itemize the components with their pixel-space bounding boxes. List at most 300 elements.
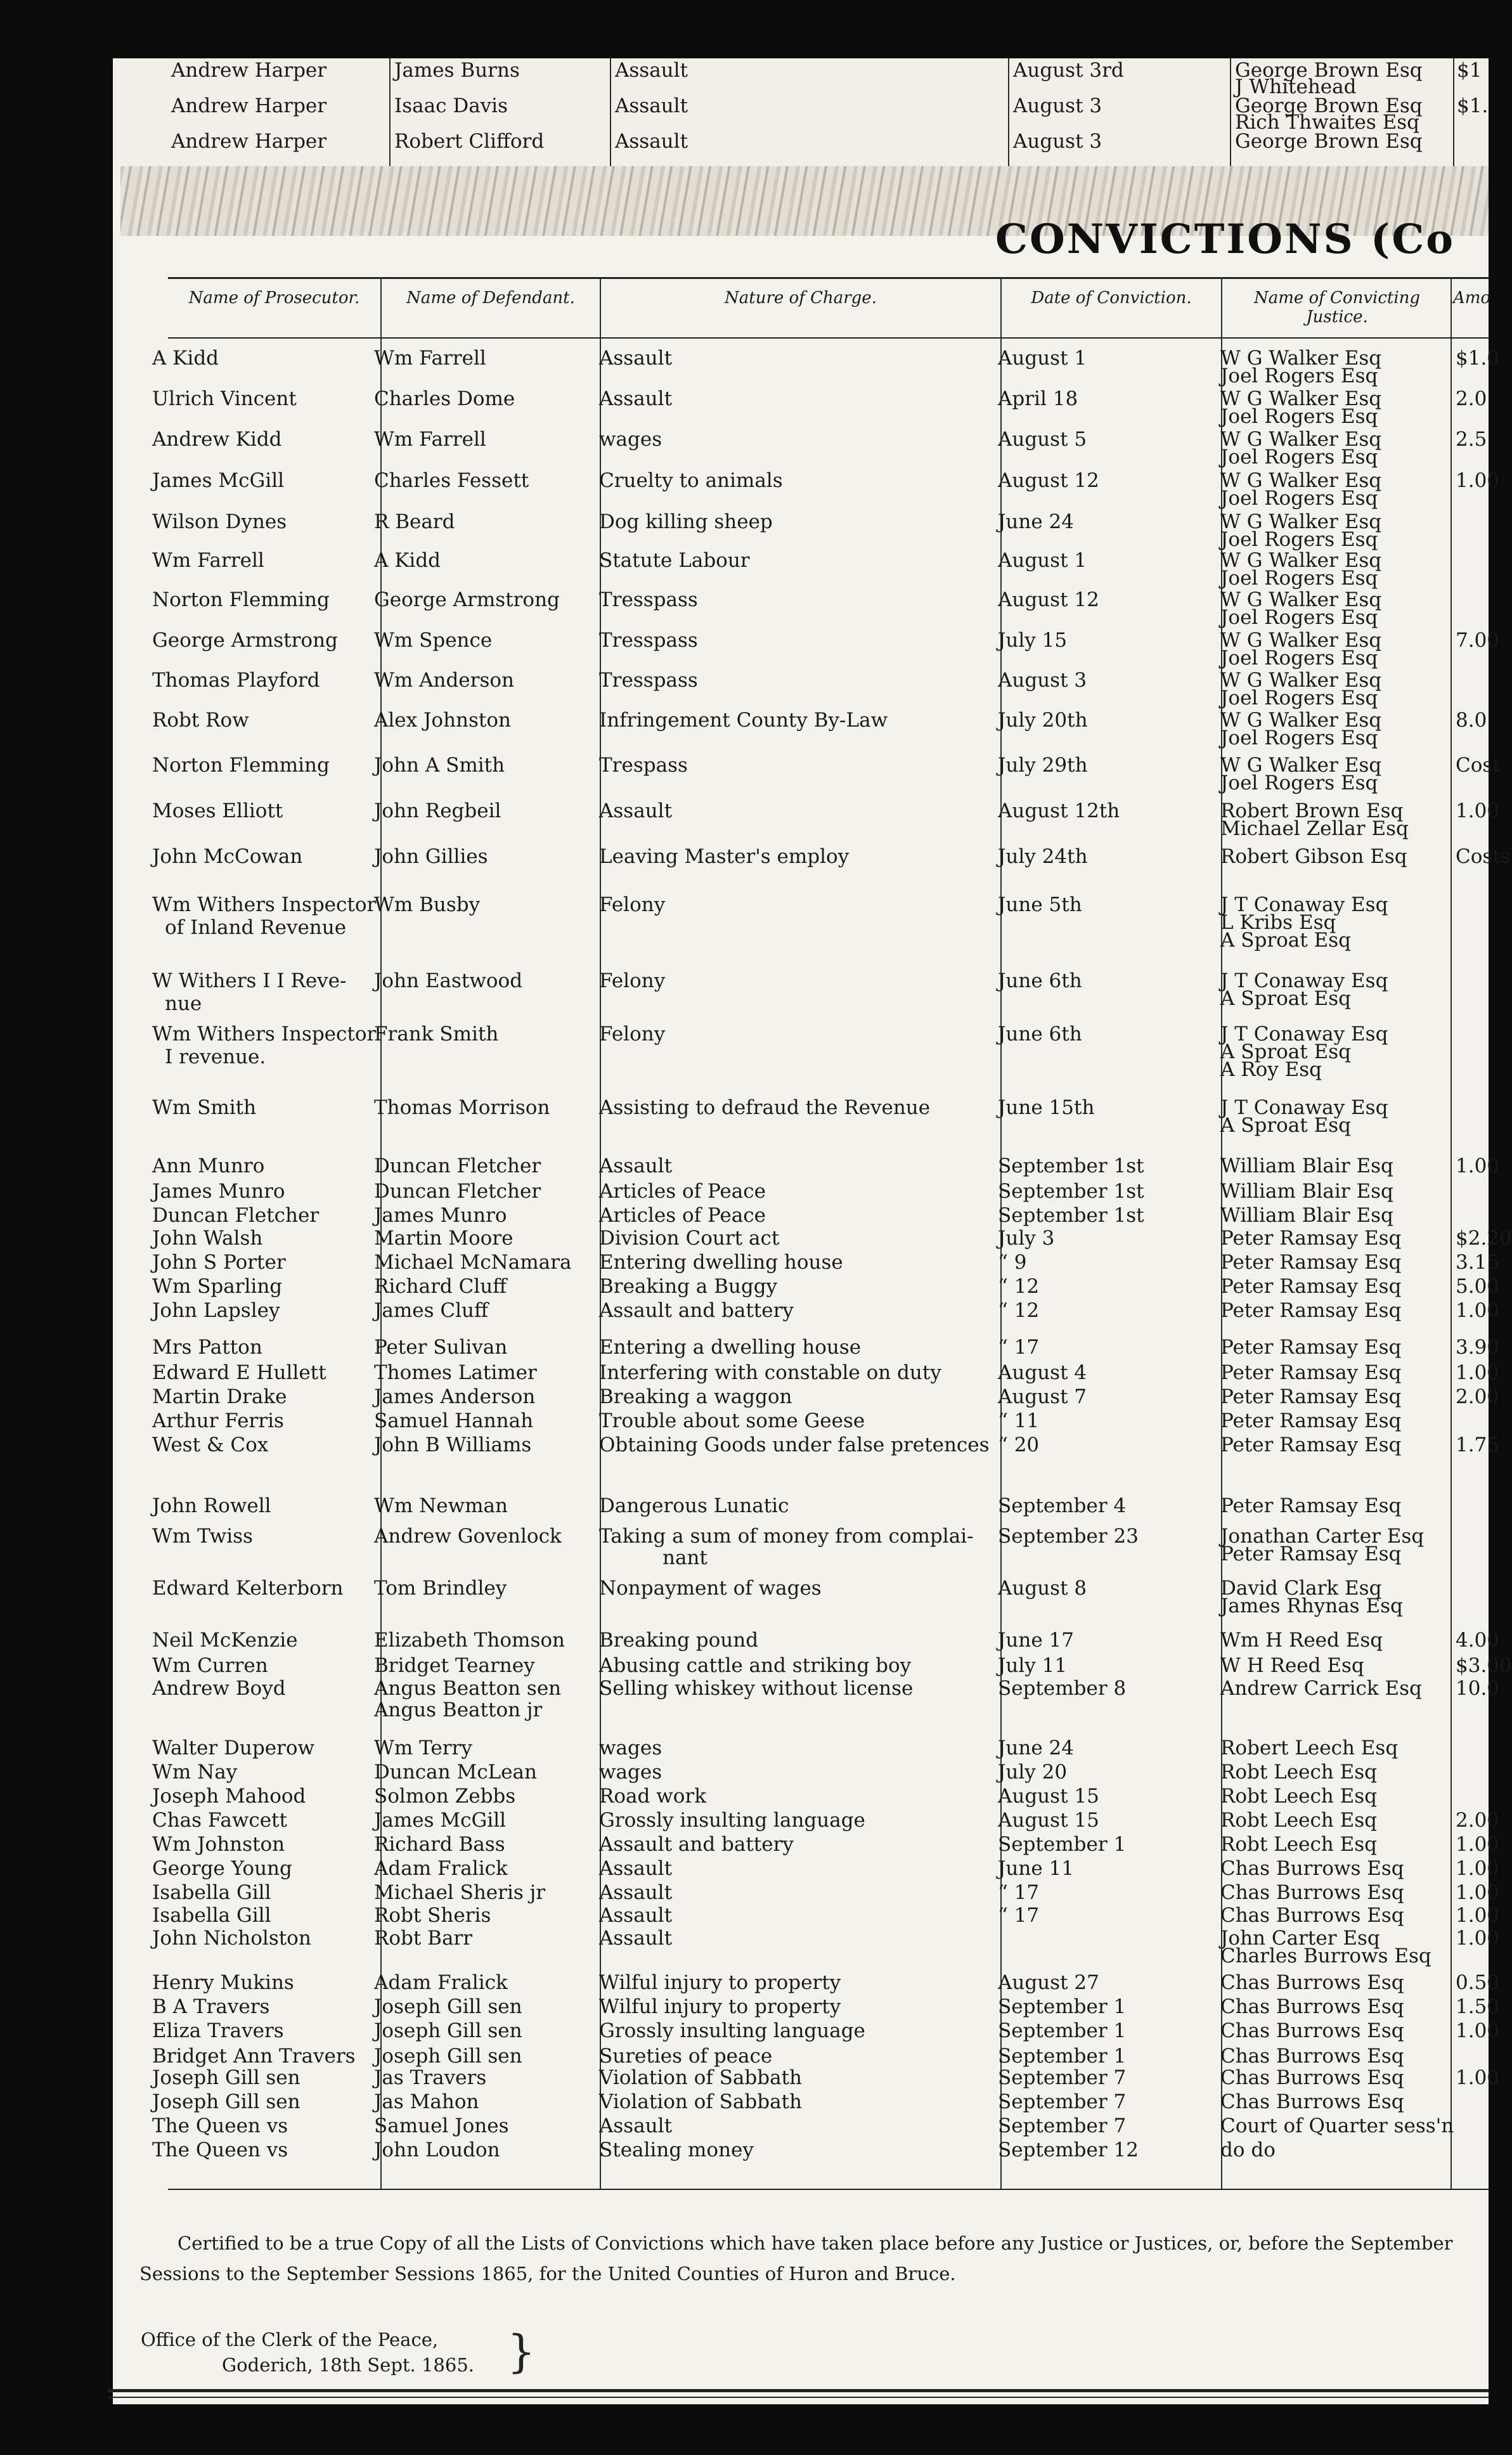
justice-cell-2: Joel Rogers Esq [1220, 647, 1378, 670]
prosecutor-cell-cont: of Inland Revenue [165, 916, 347, 939]
date-cell: August 3 [998, 669, 1087, 692]
justice-cell: Robt Leech Esq [1220, 1785, 1378, 1808]
charge-cell: Assault [599, 347, 673, 370]
prosecutor-cell: Wm Withers Inspector [152, 1023, 377, 1046]
amount-cell: 8.0 [1456, 709, 1487, 732]
prosecutor-cell: John Rowell [152, 1494, 271, 1517]
defendant-cell: Michael McNamara [374, 1251, 572, 1274]
date-cell: September 23 [998, 1525, 1139, 1548]
top-cell-defendant: Robert Clifford [394, 130, 545, 153]
charge-cell: Division Court act [599, 1227, 780, 1250]
date-cell: “ 17 [998, 1881, 1040, 1904]
charge-cell: Nonpayment of wages [599, 1577, 822, 1600]
amount-cell: $2.20 [1456, 1227, 1512, 1250]
justice-cell-2: A Sproat Esq [1220, 987, 1351, 1010]
date-cell: August 15 [998, 1809, 1099, 1832]
charge-cell: Cruelty to animals [599, 469, 783, 492]
charge-cell: Articles of Peace [599, 1204, 766, 1227]
previous-table-fragment [120, 58, 1489, 166]
justice-cell-2: Joel Rogers Esq [1220, 528, 1378, 551]
top-cell-prosecutor: Andrew Harper [171, 94, 327, 117]
prosecutor-cell: The Queen vs [152, 2115, 288, 2137]
amount-cell: 3.90 [1456, 1336, 1500, 1359]
prosecutor-cell: Wm Twiss [152, 1525, 253, 1548]
justice-cell: Robt Leech Esq [1220, 1761, 1378, 1784]
justice-cell: Peter Ramsay Esq [1220, 1275, 1402, 1298]
justice-cell: John Carter Esq [1220, 1927, 1380, 1950]
prosecutor-cell: John Nicholston [152, 1927, 311, 1950]
prosecutor-cell: Edward E Hullett [152, 1361, 326, 1384]
date-cell: July 20 [998, 1761, 1068, 1784]
justice-cell: Peter Ramsay Esq [1220, 1385, 1402, 1408]
prosecutor-cell: Robt Row [152, 709, 249, 732]
date-cell: September 7 [998, 2090, 1127, 2113]
amount-cell: 1.00 [1456, 1299, 1500, 1322]
prosecutor-cell: Isabella Gill [152, 1904, 271, 1927]
prosecutor-cell: W Withers I I Reve- [152, 969, 347, 992]
charge-cell: Violation of Sabbath [599, 2066, 802, 2089]
date-cell: July 15 [998, 629, 1068, 652]
charge-cell: Entering a dwelling house [599, 1336, 862, 1359]
defendant-cell: Charles Dome [374, 387, 515, 410]
justice-cell: W G Walker Esq [1220, 588, 1382, 611]
charge-cell: Obtaining Goods under false pretences [599, 1434, 990, 1456]
defendant-cell: Robt Sheris [374, 1904, 491, 1927]
charge-cell: Assault [599, 387, 673, 410]
top-cell-defendant: James Burns [394, 59, 520, 82]
charge-cell: Felony [599, 893, 666, 916]
justice-cell: W H Reed Esq [1220, 1654, 1364, 1677]
top-cell-justice2: J Whitehead [1235, 75, 1357, 98]
defendant-cell: John Gillies [374, 845, 488, 868]
prosecutor-cell: Edward Kelterborn [152, 1577, 344, 1600]
charge-cell: Assisting to defraud the Revenue [599, 1096, 931, 1119]
charge-cell: Infringement County By-Law [599, 709, 888, 732]
prosecutor-cell: Ann Munro [152, 1155, 265, 1177]
justice-cell: Robert Leech Esq [1220, 1737, 1399, 1759]
date-cell: April 18 [998, 387, 1078, 410]
charge-cell: Assault and battery [599, 1833, 794, 1856]
prosecutor-cell: Mrs Patton [152, 1336, 262, 1359]
date-cell: “ 17 [998, 1336, 1040, 1359]
defendant-cell: James Munro [374, 1204, 507, 1227]
charge-cell: Leaving Master's employ [599, 845, 850, 868]
prosecutor-cell: John Lapsley [152, 1299, 280, 1322]
prosecutor-cell: Moses Elliott [152, 800, 283, 822]
defendant-cell: A Kidd [374, 549, 441, 572]
justice-cell: J T Conaway Esq [1220, 969, 1388, 992]
date-cell: June 6th [998, 1023, 1082, 1046]
charge-cell: Breaking a Buggy [599, 1275, 778, 1298]
justice-cell: Robert Gibson Esq [1220, 845, 1407, 868]
date-cell: June 24 [998, 510, 1075, 533]
defendant-cell: Peter Sulivan [374, 1336, 508, 1359]
date-cell: “ 9 [998, 1251, 1027, 1274]
justice-cell: Court of Quarter sess'n [1220, 2115, 1454, 2137]
defendant-cell: Wm Busby [374, 893, 481, 916]
defendant-cell: Duncan McLean [374, 1761, 537, 1784]
date-cell: September 1 [998, 1995, 1127, 2018]
charge-cell: wages [599, 428, 662, 451]
justice-cell-2: Charles Burrows Esq [1220, 1945, 1431, 1967]
prosecutor-cell: Joseph Gill sen [152, 2090, 300, 2113]
defendant-cell: Bridget Tearney [374, 1654, 535, 1677]
charge-cell: Taking a sum of money from complai- [599, 1525, 974, 1548]
amount-cell: 1.00 [1456, 1927, 1500, 1950]
date-cell: September 7 [998, 2066, 1127, 2089]
top-cell-charge: Assault [615, 94, 688, 117]
amount-cell: 1.00 [1456, 1904, 1500, 1927]
prosecutor-cell: Wm Curren [152, 1654, 268, 1677]
justice-cell: W G Walker Esq [1220, 754, 1382, 777]
prosecutor-cell: Norton Flemming [152, 588, 330, 611]
amount-cell: 1.00 [1456, 2066, 1500, 2089]
date-cell: June 24 [998, 1737, 1075, 1759]
justice-cell: J T Conaway Esq [1220, 1023, 1388, 1046]
charge-cell: Statute Labour [599, 549, 750, 572]
prosecutor-cell: Wm Smith [152, 1096, 257, 1119]
date-cell: July 29th [998, 754, 1088, 777]
date-cell: “ 12 [998, 1275, 1040, 1298]
date-cell: August 15 [998, 1785, 1099, 1808]
date-cell: September 4 [998, 1494, 1127, 1517]
defendant-cell: Robt Barr [374, 1927, 473, 1950]
prosecutor-cell: George Armstrong [152, 629, 338, 652]
amount-cell: 2.5 [1456, 428, 1487, 451]
defendant-cell: Angus Beatton sen [374, 1677, 562, 1700]
page-bottom-rule-2 [108, 2397, 1489, 2398]
defendant-cell: Samuel Jones [374, 2115, 509, 2137]
defendant-cell: Richard Bass [374, 1833, 505, 1856]
justice-cell: Jonathan Carter Esq [1220, 1525, 1425, 1548]
amount-cell: 2.00 [1456, 1385, 1500, 1408]
charge-cell: Selling whiskey without license [599, 1677, 914, 1700]
date-cell: September 1st [998, 1180, 1144, 1203]
date-cell: July 20th [998, 709, 1088, 732]
prosecutor-cell: Arthur Ferris [152, 1409, 284, 1432]
prosecutor-cell: Thomas Playford [152, 669, 320, 692]
col-header-charge: Nature of Charge. [725, 288, 877, 308]
top-cell-prosecutor: Andrew Harper [171, 130, 327, 153]
prosecutor-cell: John S Porter [152, 1251, 286, 1274]
defendant-cell: Wm Anderson [374, 669, 515, 692]
date-cell: August 12 [998, 588, 1099, 611]
amount-cell: $3.00 [1456, 1654, 1512, 1677]
defendant-cell: Elizabeth Thomson [374, 1629, 565, 1652]
charge-cell: wages [599, 1761, 662, 1784]
amount-cell: $1.0 [1456, 347, 1500, 370]
defendant-cell: James Anderson [374, 1385, 536, 1408]
top-cell-defendant: Isaac Davis [394, 94, 508, 117]
prosecutor-cell: A Kidd [152, 347, 219, 370]
justice-cell-2: Joel Rogers Esq [1220, 487, 1378, 510]
justice-cell-2: A Sproat Esq [1220, 1114, 1351, 1137]
office-line: Office of the Clerk of the Peace, [141, 2329, 439, 2350]
justice-cell-2: A Sproat Esq [1220, 1040, 1351, 1063]
defendant-cell: Wm Newman [374, 1494, 508, 1517]
charge-cell: Interfering with constable on duty [599, 1361, 941, 1384]
top-cell-justice: George Brown Esq [1235, 130, 1423, 153]
charge-cell: Assault [599, 800, 673, 822]
certification-text-cont: Sessions to the September Sessions 1865, for the United Counties of Huron and Bruce. [139, 2263, 956, 2284]
defendant-cell: R Beard [374, 510, 455, 533]
prosecutor-cell: Norton Flemming [152, 754, 330, 777]
prosecutor-cell-cont: nue [165, 992, 202, 1015]
date-cell: “ 12 [998, 1299, 1040, 1322]
prosecutor-cell: John Walsh [152, 1227, 263, 1250]
prosecutor-cell: Joseph Gill sen [152, 2066, 300, 2089]
col-header-defendant: Name of Defendant. [406, 288, 575, 308]
justice-cell: Peter Ramsay Esq [1220, 1409, 1402, 1432]
justice-cell: W G Walker Esq [1220, 510, 1382, 533]
defendant-cell: Duncan Fletcher [374, 1180, 541, 1203]
date-cell: July 11 [998, 1654, 1068, 1677]
charge-cell: Grossly insulting language [599, 1809, 865, 1832]
justice-cell-2: Joel Rogers Esq [1220, 687, 1378, 709]
charge-cell: Grossly insulting language [599, 2019, 865, 2042]
justice-cell: Chas Burrows Esq [1220, 2090, 1404, 2113]
justice-cell-2: Joel Rogers Esq [1220, 446, 1378, 469]
top-cell-date: August 3 [1013, 94, 1102, 117]
certification-text: Certified to be a true Copy of all the Lists of Convictions which have taken place before any Justice or Justices, or, before the September [178, 2232, 1453, 2254]
page-title: CONVICTIONS (Co [995, 216, 1455, 263]
date-cell: June 11 [998, 1857, 1075, 1880]
charge-cell: Road work [599, 1785, 706, 1808]
charge-cell: Trouble about some Geese [599, 1409, 865, 1432]
justice-cell: Peter Ramsay Esq [1220, 1494, 1402, 1517]
date-cell: July 3 [998, 1227, 1055, 1250]
justice-cell: W G Walker Esq [1220, 428, 1382, 451]
date-cell: August 4 [998, 1361, 1087, 1384]
justice-cell: Peter Ramsay Esq [1220, 1251, 1402, 1274]
charge-cell: Assault and battery [599, 1299, 794, 1322]
date-cell: September 1 [998, 1833, 1127, 1856]
defendant-cell: Tom Brindley [374, 1577, 507, 1600]
amount-cell: 2.0 [1456, 387, 1487, 410]
date-cell: August 7 [998, 1385, 1087, 1408]
date-cell: September 1st [998, 1155, 1144, 1177]
justice-cell-2: Joel Rogers Esq [1220, 365, 1378, 387]
justice-cell: Peter Ramsay Esq [1220, 1336, 1402, 1359]
defendant-cell: Jas Mahon [374, 2090, 479, 2113]
justice-cell: W G Walker Esq [1220, 469, 1382, 492]
defendant-cell: George Armstrong [374, 588, 560, 611]
prosecutor-cell: The Queen vs [152, 2139, 288, 2161]
date-cell: August 5 [998, 428, 1087, 451]
amount-cell: 5.00 [1456, 1275, 1500, 1298]
date-cell: August 1 [998, 549, 1087, 572]
charge-cell: Dangerous Lunatic [599, 1494, 789, 1517]
prosecutor-cell: Wm Nay [152, 1761, 238, 1784]
charge-cell: Felony [599, 969, 666, 992]
charge-cell: Breaking a waggon [599, 1385, 792, 1408]
prosecutor-cell: Ulrich Vincent [152, 387, 297, 410]
defendant-cell: Michael Sheris jr [374, 1881, 546, 1904]
justice-cell-2: Peter Ramsay Esq [1220, 1543, 1402, 1565]
table-bottom-rule [168, 2189, 1489, 2190]
prosecutor-cell: John McCowan [152, 845, 303, 868]
justice-cell: Robt Leech Esq [1220, 1833, 1378, 1856]
justice-cell-2: James Rhynas Esq [1220, 1595, 1403, 1617]
defendant-cell: Alex Johnston [374, 709, 512, 732]
amount-cell: Costs [1456, 845, 1511, 868]
justice-cell: W G Walker Esq [1220, 549, 1382, 572]
charge-cell: Assault [599, 1881, 673, 1904]
justice-cell: Peter Ramsay Esq [1220, 1227, 1402, 1250]
column-divider [1451, 277, 1452, 2189]
top-cell-justice: George Brown Esq [1235, 94, 1423, 117]
date-cell: “ 11 [998, 1409, 1040, 1432]
charge-cell: Assault [599, 1904, 673, 1927]
defendant-cell: John A Smith [374, 754, 505, 777]
date-cell: September 7 [998, 2115, 1127, 2137]
amount-cell: 1.00 [1456, 1833, 1500, 1856]
amount-cell: Cost [1456, 754, 1501, 777]
justice-cell: W G Walker Esq [1220, 709, 1382, 732]
justice-cell: Robert Brown Esq [1220, 800, 1404, 822]
charge-cell: Assault [599, 1155, 673, 1177]
charge-cell: Violation of Sabbath [599, 2090, 802, 2113]
justice-cell-3: A Sproat Esq [1220, 929, 1351, 952]
prosecutor-cell: Duncan Fletcher [152, 1204, 320, 1227]
charge-cell: Sureties of peace [599, 2045, 773, 2068]
charge-cell: Trespass [599, 754, 688, 777]
prosecutor-cell: Wm Johnston [152, 1833, 285, 1856]
justice-cell: William Blair Esq [1220, 1180, 1393, 1203]
charge-cell: Assault [599, 2115, 673, 2137]
defendant-cell: John Regbeil [374, 800, 501, 822]
justice-cell: Peter Ramsay Esq [1220, 1299, 1402, 1322]
top-cell-amount: $1 [1457, 59, 1482, 82]
top-cell-charge: Assault [615, 59, 688, 82]
charge-cell: Stealing money [599, 2139, 754, 2161]
defendant-cell: Frank Smith [374, 1023, 499, 1046]
justice-cell-2: Joel Rogers Esq [1220, 567, 1378, 590]
page-bottom-rule [108, 2389, 1489, 2392]
defendant-cell: Joseph Gill sen [374, 1995, 522, 2018]
date-cell: August 12th [998, 800, 1120, 822]
defendant-cell: Duncan Fletcher [374, 1155, 541, 1177]
charge-cell: Wilful injury to property [599, 1971, 841, 1994]
charge-cell: Tresspass [599, 629, 698, 652]
top-cell-date: August 3 [1013, 130, 1102, 153]
defendant-cell: Andrew Govenlock [374, 1525, 562, 1548]
defendant-cell: Adam Fralick [374, 1971, 508, 1994]
date-cell: September 1 [998, 2045, 1127, 2068]
header-bottom-rule [168, 337, 1489, 339]
prosecutor-cell: Isabella Gill [152, 1881, 271, 1904]
defendant-cell: Wm Spence [374, 629, 493, 652]
date-cell: August 8 [998, 1577, 1087, 1600]
defendant-cell: Jas Travers [374, 2066, 487, 2089]
top-cell-charge: Assault [615, 130, 688, 153]
charge-cell: Entering dwelling house [599, 1251, 843, 1274]
charge-cell: Dog killing sheep [599, 510, 773, 533]
charge-cell: Felony [599, 1023, 666, 1046]
prosecutor-cell: Neil McKenzie [152, 1629, 298, 1652]
justice-cell: Chas Burrows Esq [1220, 1881, 1404, 1904]
justice-cell: Robt Leech Esq [1220, 1809, 1378, 1832]
prosecutor-cell-cont: I revenue. [165, 1046, 266, 1068]
prosecutor-cell: Eliza Travers [152, 2019, 284, 2042]
defendant-cell-cont: Angus Beatton jr [374, 1699, 543, 1721]
justice-cell-2: L Kribs Esq [1220, 911, 1336, 934]
defendant-cell: Thomas Morrison [374, 1096, 550, 1119]
amount-cell: 1.00 [1456, 1857, 1500, 1880]
prosecutor-cell: Wm Sparling [152, 1275, 283, 1298]
amount-cell: 10.0 [1456, 1677, 1500, 1700]
charge-cell: Tresspass [599, 669, 698, 692]
justice-cell-2: Joel Rogers Esq [1220, 606, 1378, 629]
justice-cell: J T Conaway Esq [1220, 893, 1388, 916]
justice-cell: Peter Ramsay Esq [1220, 1361, 1402, 1384]
defendant-cell: Wm Farrell [374, 428, 486, 451]
col-header-amount: Amo [1453, 288, 1491, 308]
justice-cell: William Blair Esq [1220, 1155, 1393, 1177]
office-date: Goderich, 18th Sept. 1865. [222, 2354, 474, 2376]
defendant-cell: Wm Farrell [374, 347, 486, 370]
col-header-prosecutor: Name of Prosecutor. [188, 288, 360, 308]
date-cell: June 17 [998, 1629, 1075, 1652]
prosecutor-cell: Andrew Kidd [152, 428, 282, 451]
justice-cell: Peter Ramsay Esq [1220, 1434, 1402, 1456]
defendant-cell: John B Williams [374, 1434, 532, 1456]
justice-cell: Chas Burrows Esq [1220, 2019, 1404, 2042]
justice-cell: Chas Burrows Esq [1220, 1971, 1404, 1994]
amount-cell: 2.00 [1456, 1809, 1500, 1832]
amount-cell: 7.00 [1456, 629, 1500, 652]
defendant-cell: Wm Terry [374, 1737, 472, 1759]
justice-cell: do do [1220, 2139, 1276, 2161]
date-cell: September 12 [998, 2139, 1139, 2161]
justice-cell-2: Joel Rogers Esq [1220, 405, 1378, 428]
justice-cell: Chas Burrows Esq [1220, 1995, 1404, 2018]
charge-cell: Abusing cattle and striking boy [599, 1654, 912, 1677]
justice-cell: William Blair Esq [1220, 1204, 1393, 1227]
prosecutor-cell: James McGill [152, 469, 285, 492]
amount-cell: 1.00 [1456, 1361, 1500, 1384]
defendant-cell: Adam Fralick [374, 1857, 508, 1880]
charge-cell: Wilful injury to property [599, 1995, 841, 2018]
justice-cell: W G Walker Esq [1220, 669, 1382, 692]
defendant-cell: Charles Fessett [374, 469, 529, 492]
justice-cell-3: A Roy Esq [1220, 1058, 1322, 1081]
prosecutor-cell: Martin Drake [152, 1385, 287, 1408]
date-cell: “ 20 [998, 1434, 1040, 1456]
top-cell-justice2: Rich Thwaites Esq [1235, 111, 1419, 134]
amount-cell: 1.50 [1456, 1995, 1500, 2018]
justice-cell: Chas Burrows Esq [1220, 2066, 1404, 2089]
justice-cell-2: Joel Rogers Esq [1220, 772, 1378, 794]
justice-cell: J T Conaway Esq [1220, 1096, 1388, 1119]
defendant-cell: James Cluff [374, 1299, 489, 1322]
date-cell: September 1 [998, 2019, 1127, 2042]
justice-cell: Wm H Reed Esq [1220, 1629, 1383, 1652]
prosecutor-cell: Bridget Ann Travers [152, 2045, 356, 2068]
date-cell: September 1st [998, 1204, 1144, 1227]
justice-cell: Chas Burrows Esq [1220, 2045, 1404, 2068]
top-cell-amount: $1. [1457, 94, 1489, 117]
justice-cell: Andrew Carrick Esq [1220, 1677, 1422, 1700]
prosecutor-cell: Walter Duperow [152, 1737, 315, 1759]
defendant-cell: James McGill [374, 1809, 507, 1832]
defendant-cell: John Loudon [374, 2139, 500, 2161]
prosecutor-cell: George Young [152, 1857, 292, 1880]
brace-icon: } [507, 2326, 536, 2378]
justice-cell-2: Michael Zellar Esq [1220, 817, 1409, 840]
defendant-cell: Martin Moore [374, 1227, 514, 1250]
prosecutor-cell: Wilson Dynes [152, 510, 287, 533]
